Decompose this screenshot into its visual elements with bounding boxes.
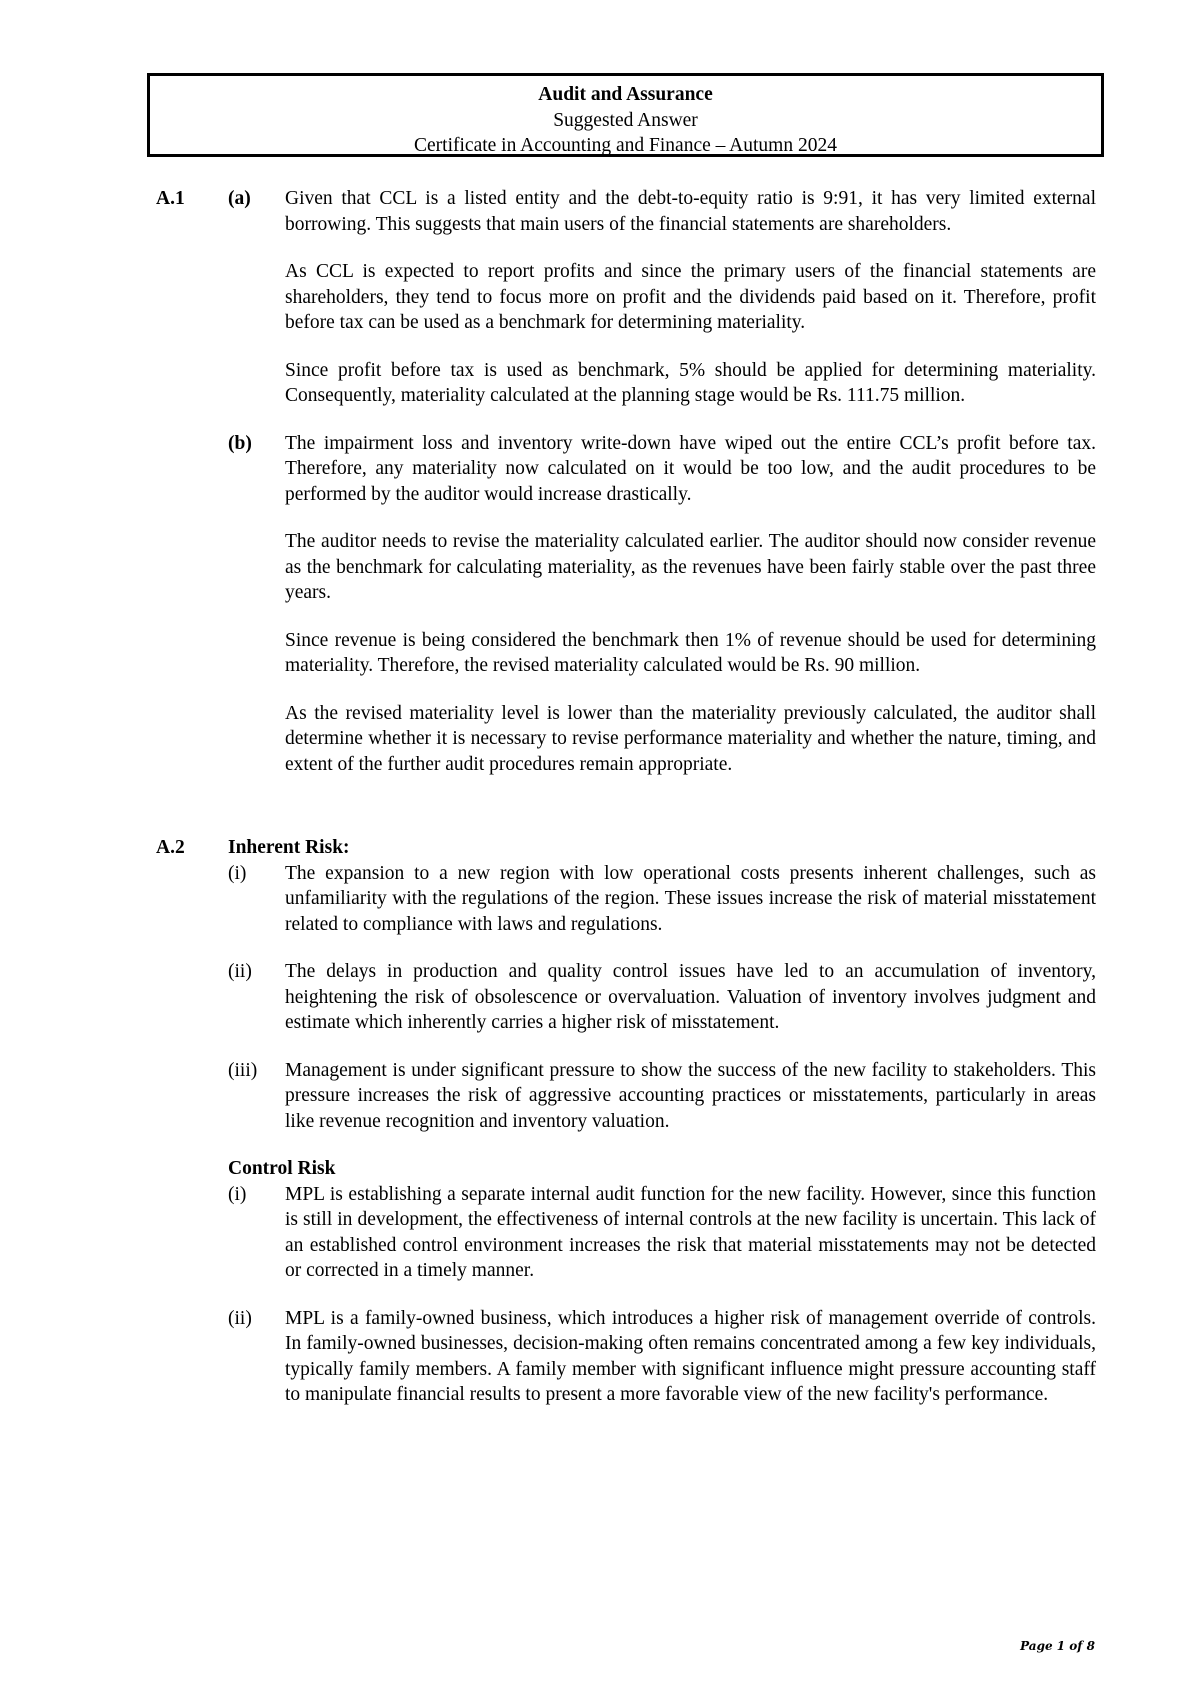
item-label: (ii) — [228, 961, 252, 982]
part-a-body — [285, 186, 1096, 431]
page-number: Page 1 of 8 — [1020, 1639, 1095, 1653]
item-text: MPL is a family-owned business, which introduces a higher risk of management override of controls. In family-owned businesses, decision-making often remains concentrated among a few key individuals, typically family members. A family member with significant influence might pressure accounting staff to manipulate financial results to present a more favorable view of the new facility's performance. — [285, 1307, 1096, 1405]
answer-content — [156, 186, 1096, 1430]
inherent-risk-heading: Inherent Risk: — [228, 837, 350, 858]
paragraph: As the revised materiality level is lower than the materiality previously calculated, the auditor shall determine whether it is necessary to revise performance materiality and whether the nature, timing, and extent of the further audit procedures remain appropriate. — [285, 702, 1096, 775]
paragraph: Given that CCL is a listed entity and the debt-to-equity ratio is 9:91, it has very limited external borrowing. This suggests that main users of the financial statements are shareholders. — [285, 188, 1096, 235]
list-item — [228, 1306, 1096, 1408]
item-text: MPL is establishing a separate internal audit function for the new facility. However, since this function is still in development, the effectiveness of internal controls at the new facility is uncertain. This lack of an established control environment increases the risk that material misstatements may not be detected or corrected in a timely manner. — [285, 1183, 1096, 1281]
part-label-b: (b) — [228, 432, 252, 454]
paragraph: Since revenue is being considered the benchmark then 1% of revenue should be used for determining materiality. Therefore, the revised materiality calculated would be Rs. 90 million. — [285, 629, 1096, 676]
item-label: (i) — [228, 862, 247, 884]
part-b-body — [285, 431, 1096, 800]
item-text: Management is under significant pressure to show the success of the new facility to stakeholders. This pressure increases the risk of aggressive accounting practices or misstatements, particularly in areas like revenue recognition and inventory valuation. — [285, 1059, 1096, 1132]
paragraph: The auditor needs to revise the materiality calculated earlier. The auditor should now consider revenue as the benchmark for calculating materiality, as the revenues have been fairly stable over the past three years. — [285, 531, 1096, 603]
document-subtitle: Suggested Answer — [553, 109, 698, 131]
a2-header-row — [156, 835, 1096, 861]
question-number-a2: A.2 — [156, 837, 185, 858]
a1-part-b — [156, 431, 1096, 800]
list-item — [228, 1182, 1096, 1284]
item-text: The expansion to a new region with low operational costs presents inherent challenges, such as unfamiliarity with the regulations of the region. These issues increase the risk of material misstatement related to compliance with laws and regulations. — [285, 862, 1096, 935]
list-item — [228, 959, 1096, 1036]
certificate-line: Certificate in Accounting and Finance – Autumn 2024 — [414, 135, 837, 156]
question-number-a1: A.1 — [156, 188, 185, 209]
paragraph: The impairment loss and inventory write-down have wiped out the entire CCL’s profit before tax. Therefore, any materiality now calculated on it would be too low, and the audit procedures to be performed by the auditor would increase drastically. — [285, 432, 1096, 505]
list-item — [228, 1058, 1096, 1135]
control-risk-heading: Control Risk — [228, 1158, 336, 1179]
paragraph: Since profit before tax is used as benchmark, 5% should be applied for determining materiality. Consequently, materiality calculated at the planning stage would be Rs. 111.75 million. — [285, 359, 1096, 406]
list-item — [228, 861, 1096, 938]
document-header-box — [147, 73, 1104, 157]
document-title: Audit and Assurance — [538, 84, 713, 105]
item-label: (i) — [228, 1183, 247, 1205]
paragraph: As CCL is expected to report profits and since the primary users of the financial statements are shareholders, they tend to focus more on profit and the dividends paid based on it. Therefore, profit before tax can be used as a benchmark for determining materiality. — [285, 261, 1096, 333]
item-label: (iii) — [228, 1059, 258, 1081]
a1-part-a — [156, 186, 1096, 431]
part-label-a: (a) — [228, 188, 251, 209]
item-label: (ii) — [228, 1307, 252, 1329]
item-text: The delays in production and quality control issues have led to an accumulation of inventory, heightening the risk of obsolescence or overvaluation. Valuation of inventory involves judgment and estimate which inherently carries a higher risk of misstatement. — [285, 961, 1096, 1033]
